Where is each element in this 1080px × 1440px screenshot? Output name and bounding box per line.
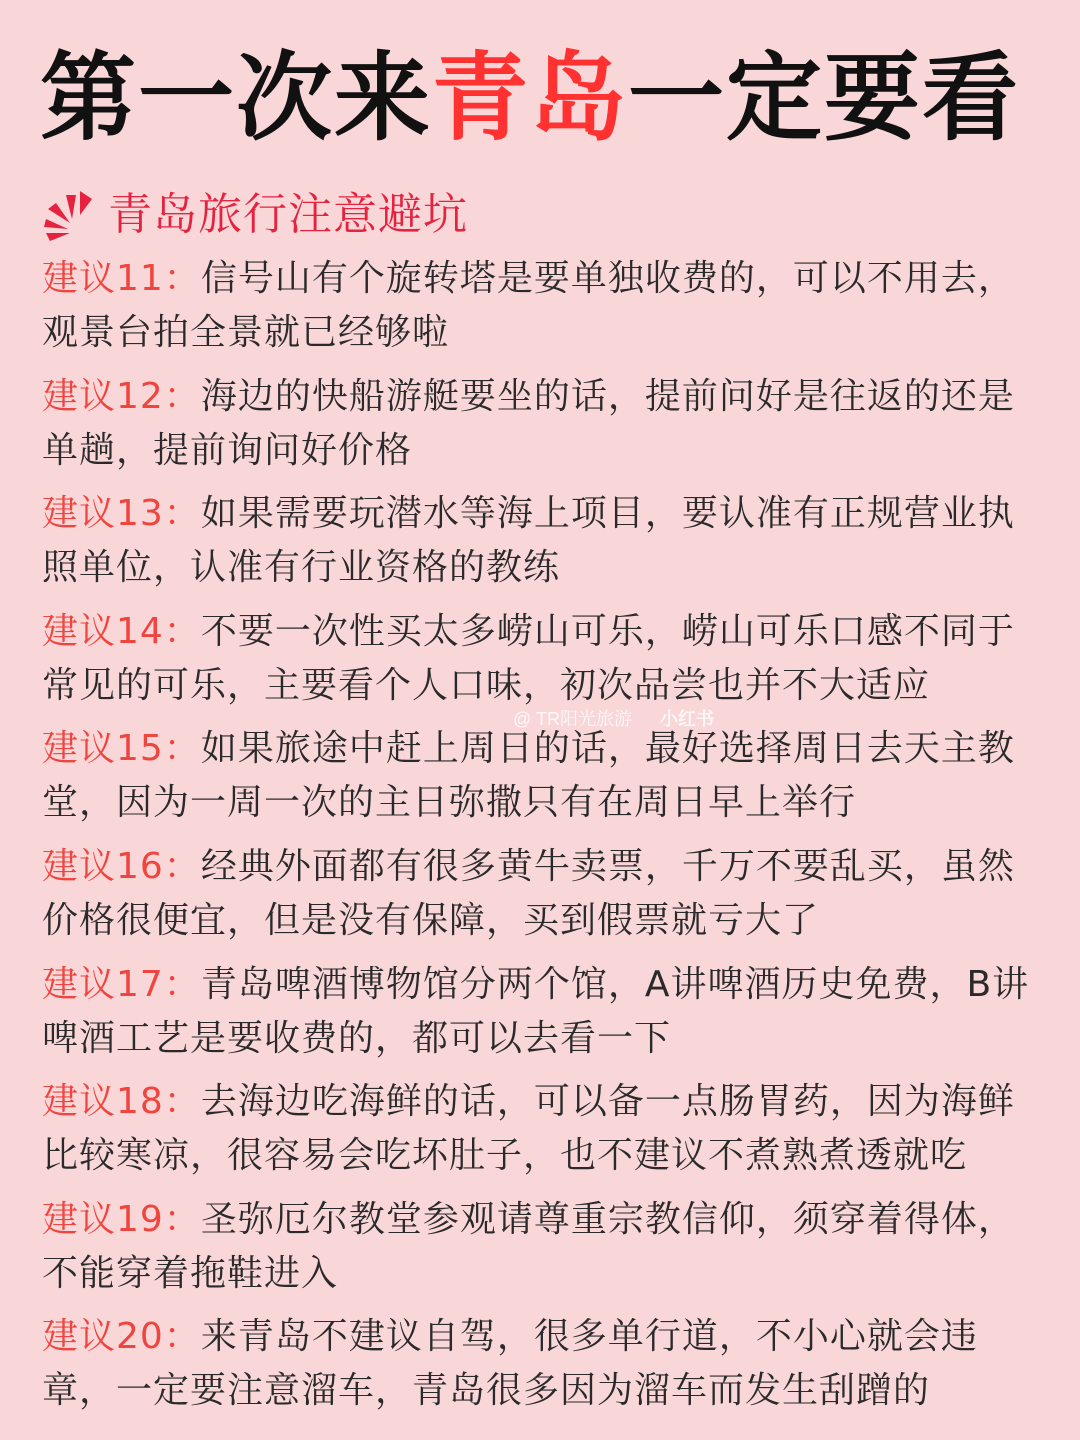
tip-text: 圣弥厄尔教堂参观请尊重宗教信仰，须穿着得体，不能穿着拖鞋进入 (42, 1198, 1015, 1294)
tip-item (42, 487, 1042, 605)
tip-label: 建议20： (42, 1316, 201, 1358)
tip-label: 建议12： (42, 375, 201, 417)
tip-label: 建议14： (42, 610, 201, 652)
tip-label: 建议17： (42, 963, 201, 1005)
tip-label: 建议16： (42, 845, 201, 887)
tip-label: 建议19： (42, 1198, 201, 1240)
tip-text: 不要一次性买太多崂山可乐，崂山可乐口感不同于常见的可乐，主要看个人口味，初次品尝也并不大适应 (42, 610, 1015, 706)
tip-item (42, 370, 1042, 488)
title-part-1: 第一次来 (40, 42, 432, 154)
section-header (40, 180, 468, 250)
tip-label: 建议15： (42, 728, 201, 770)
sparkle-burst-icon (40, 185, 100, 245)
tip-text: 去海边吃海鲜的话，可以备一点肠胃药，因为海鲜比较寒凉，很容易会吃坏肚子，也不建议不煮熟煮透就吃 (42, 1081, 1015, 1177)
tip-text: 青岛啤酒博物馆分两个馆，A讲啤酒历史免费，B讲啤酒工艺是要收费的，都可以去看一下 (42, 963, 1030, 1059)
title-accent: 青岛 (432, 42, 628, 154)
tip-label: 建议13： (42, 493, 201, 535)
tip-item (42, 252, 1042, 370)
title-part-2: 一定要看 (628, 42, 1020, 154)
tip-text: 信号山有个旋转塔是要单独收费的，可以不用去，观景台拍全景就已经够啦 (42, 258, 1015, 353)
tip-text: 经典外面都有很多黄牛卖票，千万不要乱买，虽然价格很便宜，但是没有保障，买到假票就亏大了 (42, 845, 1015, 941)
tip-text: 如果旅途中赶上周日的话，最好选择周日去天主教堂，因为一周一次的主日弥撒只有在周日早上举行 (42, 728, 1015, 824)
tip-text: 如果需要玩潜水等海上项目，要认准有正规营业执照单位，认准有行业资格的教练 (42, 493, 1015, 589)
watermark-handle: @ TR阳光旅游 (513, 709, 632, 729)
tip-text: 来青岛不建议自驾，很多单行道，不小心就会违章，一定要注意溜车，青岛很多因为溜车而发生刮蹭的 (42, 1316, 978, 1412)
tip-item (42, 722, 1042, 840)
tip-item (42, 1193, 1042, 1311)
tip-item (42, 1310, 1042, 1428)
tip-label: 建议11： (42, 258, 201, 299)
tips-list (42, 252, 1042, 1428)
watermark (513, 706, 714, 732)
watermark-brand: 小红书 (659, 709, 714, 729)
tip-item (42, 958, 1042, 1076)
tip-item (42, 605, 1042, 723)
tip-item (42, 840, 1042, 958)
tip-text: 海边的快船游艇要坐的话，提前问好是往返的还是单趟，提前询问好价格 (42, 375, 1015, 471)
tip-item (42, 1075, 1042, 1193)
tip-label: 建议18： (42, 1081, 201, 1123)
section-title: 青岛旅行注意避坑 (108, 189, 468, 240)
page-title (40, 38, 1040, 158)
